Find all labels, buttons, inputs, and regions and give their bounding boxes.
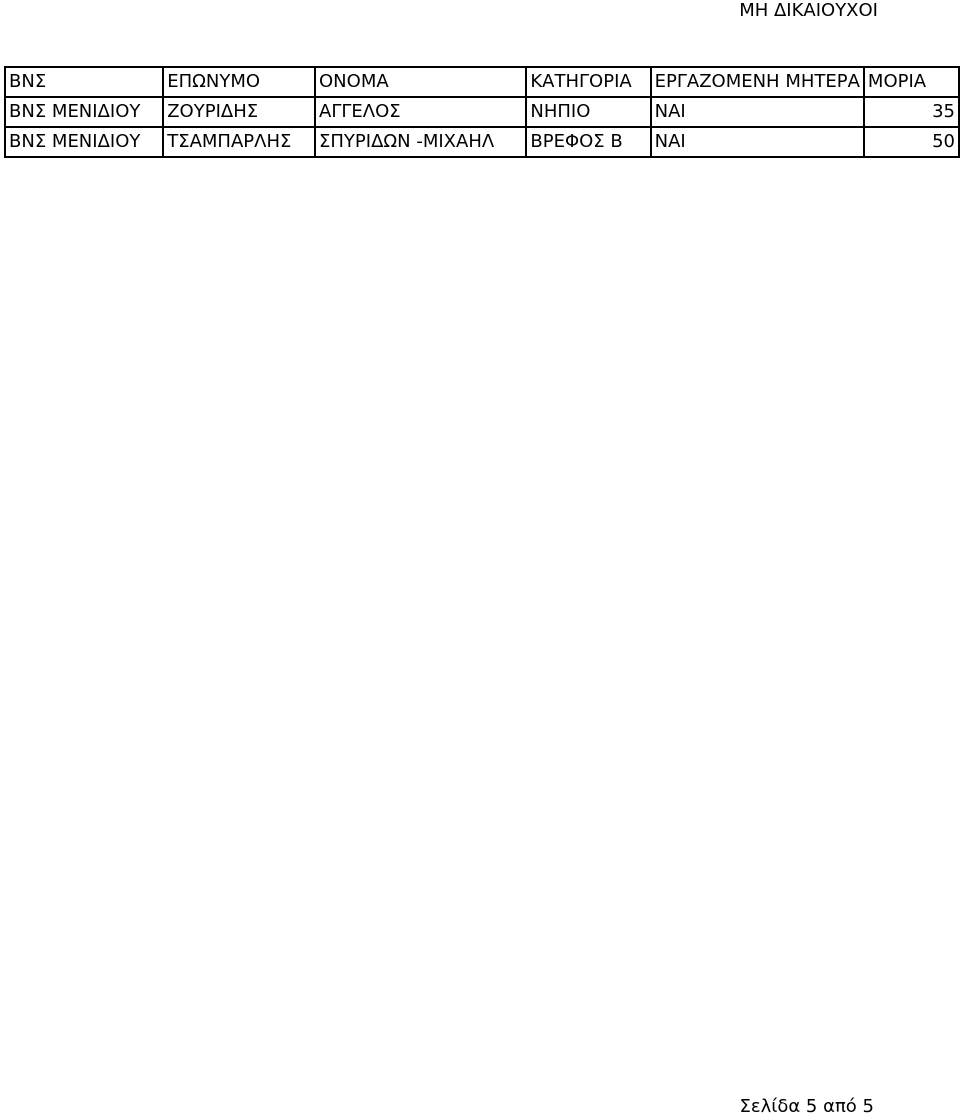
column-header-surname: ΕΠΩΝΥΜΟ xyxy=(163,67,315,97)
cell-category: ΒΡΕΦΟΣ Β xyxy=(526,127,650,157)
column-header-bns: ΒΝΣ xyxy=(5,67,163,97)
cell-bns: ΒΝΣ ΜΕΝΙΔΙΟΥ xyxy=(5,97,163,127)
cell-surname: ΤΣΑΜΠΑΡΛΗΣ xyxy=(163,127,315,157)
cell-category: ΝΗΠΙΟ xyxy=(526,97,650,127)
page-number: Σελίδα 5 από 5 xyxy=(739,1096,874,1117)
cell-points: 35 xyxy=(864,97,959,127)
column-header-category: ΚΑΤΗΓΟΡΙΑ xyxy=(526,67,650,97)
cell-name: ΑΓΓΕΛΟΣ xyxy=(315,97,526,127)
beneficiaries-table xyxy=(4,66,960,158)
cell-name: ΣΠΥΡΙΔΩΝ -ΜΙΧΑΗΛ xyxy=(315,127,526,157)
column-header-name: ΟΝΟΜΑ xyxy=(315,67,526,97)
table-row xyxy=(5,97,959,127)
table-header-row xyxy=(5,67,959,97)
cell-bns: ΒΝΣ ΜΕΝΙΔΙΟΥ xyxy=(5,127,163,157)
cell-working-mother: ΝΑΙ xyxy=(651,97,864,127)
table-row xyxy=(5,127,959,157)
cell-points: 50 xyxy=(864,127,959,157)
column-header-points: ΜΟΡΙΑ xyxy=(864,67,959,97)
page-title: ΜΗ ΔΙΚΑΙΟΥΧΟΙ xyxy=(739,0,878,21)
column-header-working-mother: ΕΡΓΑΖΟΜΕΝΗ ΜΗΤΕΡΑ xyxy=(651,67,864,97)
cell-surname: ΖΟΥΡΙΔΗΣ xyxy=(163,97,315,127)
cell-working-mother: ΝΑΙ xyxy=(651,127,864,157)
